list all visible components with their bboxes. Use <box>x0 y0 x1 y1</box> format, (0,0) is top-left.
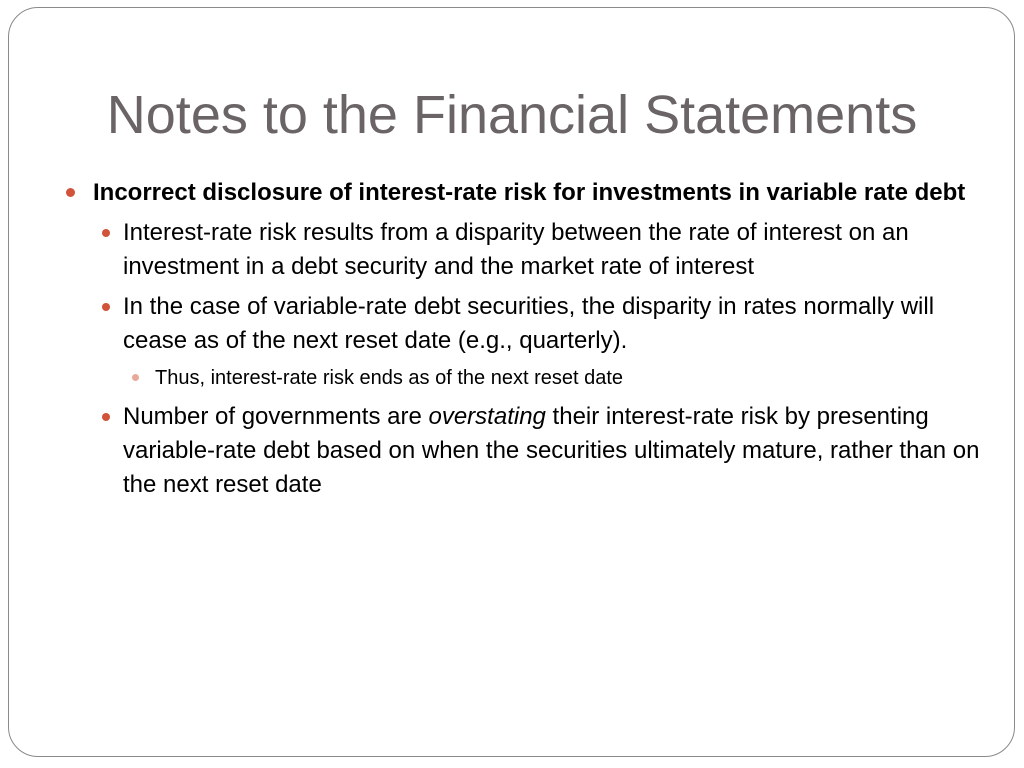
bullet-level2-risk-definition <box>102 216 996 284</box>
bullet-text-suffix: their interest-rate risk by presenting variable-rate debt based on when the securities ultimately mature, rather than on the next reset date <box>123 403 980 498</box>
bullet-dot-icon <box>102 229 110 237</box>
bullet-text-emphasis: overstating <box>428 403 546 430</box>
bullet-text: In the case of variable-rate debt securities, the disparity in rates normally will cease as of the next reset date (e.g., quarterly). <box>123 293 935 354</box>
bullet-dot-icon <box>66 188 75 197</box>
bullet-level2-variable-rate <box>102 290 996 358</box>
slide-title: Notes to the Financial Statements <box>106 85 918 145</box>
bullet-text-prefix: Number of governments are <box>123 403 429 430</box>
bullet-text: Interest-rate risk results from a disparity between the rate of interest on an investment in a debt security and the market rate of interest <box>123 219 909 280</box>
bullet-dot-icon <box>132 374 139 381</box>
bullet-level3-risk-ends <box>132 364 996 392</box>
bullet-dot-icon <box>102 413 110 421</box>
bullet-dot-icon <box>102 303 110 311</box>
slide-content <box>66 176 996 508</box>
bullet-text: Thus, interest-rate risk ends as of the next reset date <box>155 367 624 389</box>
bullet-level1-disclosure <box>66 176 996 210</box>
bullet-text: Incorrect disclosure of interest-rate risk for investments in variable rate debt <box>93 179 966 206</box>
bullet-level2-overstating <box>102 400 996 502</box>
